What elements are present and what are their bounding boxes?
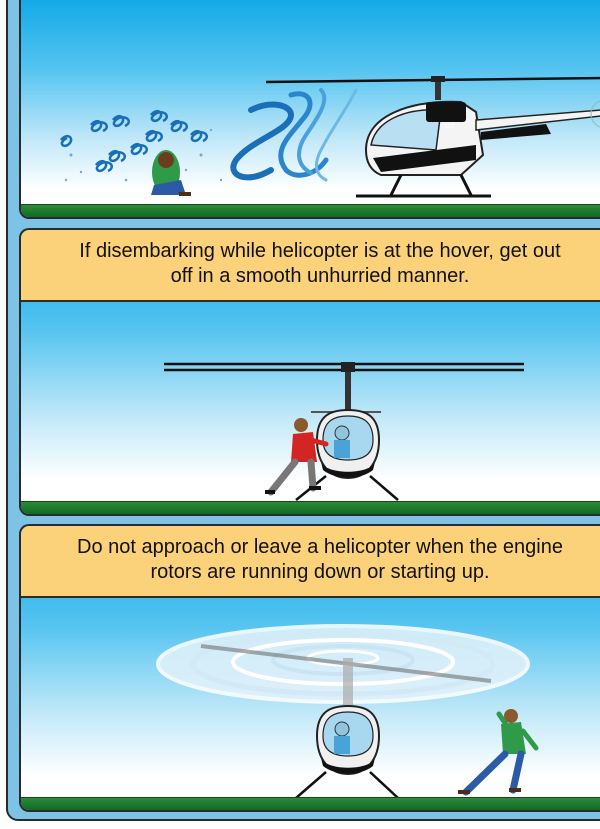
panel-disembark-hover	[19, 228, 600, 516]
helicopter-front-hover	[164, 362, 524, 500]
caption-line-1: Do not approach or leave a helicopter when the engine	[77, 536, 563, 558]
downwash-scene	[21, 0, 600, 219]
helicopter-side	[266, 76, 600, 196]
tail-number: N22	[443, 124, 455, 130]
caption-line-2: off in a smooth unhurried manner.	[170, 265, 470, 287]
crouching-person	[151, 150, 191, 196]
caption-line-1: If disembarking while helicopter is at the hover, get out	[79, 240, 561, 262]
debris-particles	[65, 129, 222, 182]
downwash-waves	[233, 90, 356, 180]
retreating-person	[458, 709, 536, 794]
panel-downwash	[19, 0, 600, 219]
panel-rotor-spinup	[19, 524, 600, 812]
ground-strip	[21, 204, 600, 217]
ground-strip	[21, 797, 600, 810]
hover-scene	[21, 230, 600, 516]
spinup-scene	[21, 526, 600, 812]
caption-line-2: rotors are running down or starting up.	[150, 561, 490, 583]
debris-swirls	[61, 111, 207, 171]
ground-strip	[21, 501, 600, 514]
